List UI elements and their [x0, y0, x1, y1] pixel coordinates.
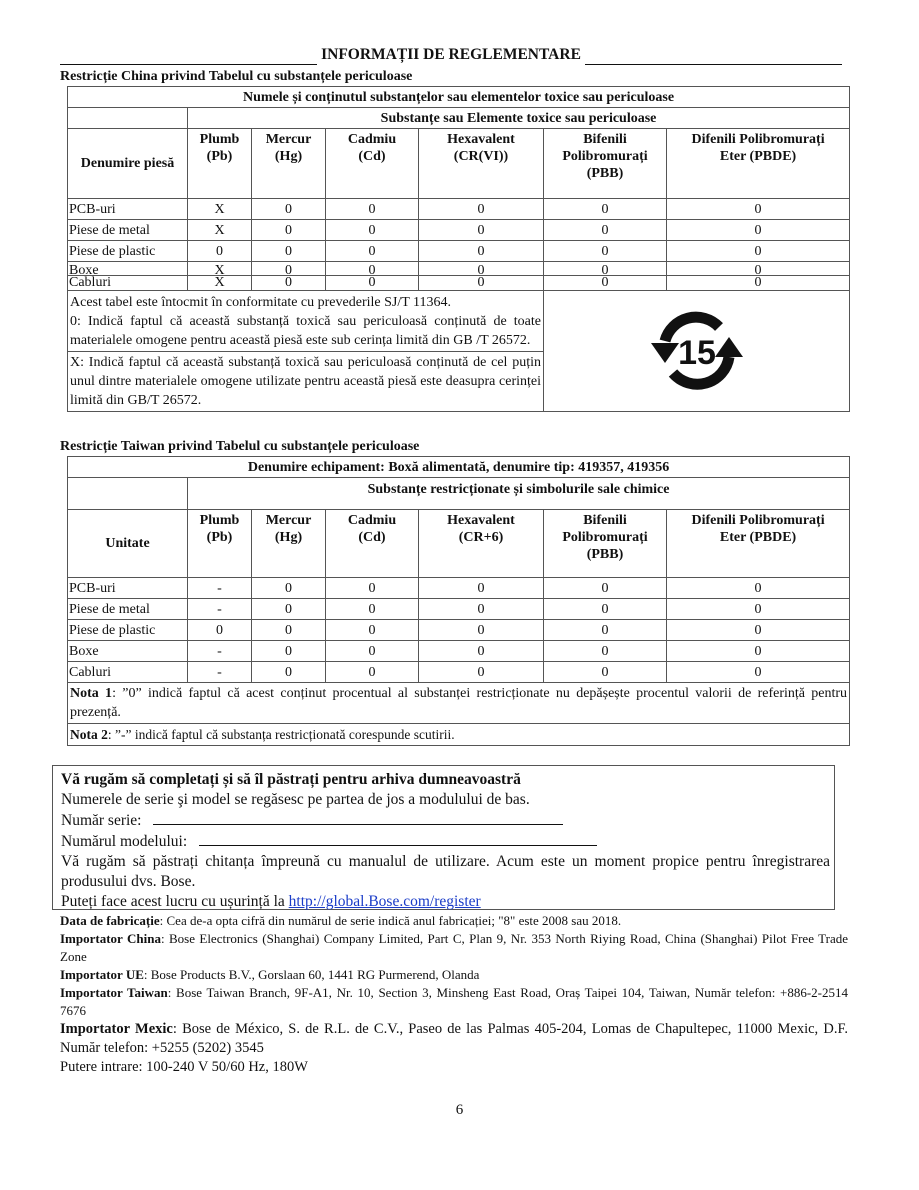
- taiwan-col-header: Cadmiu (Cd): [326, 510, 419, 578]
- table-row: Boxe - 0 0 0 0 0: [68, 641, 850, 662]
- china-col-header: Bifenili Polibromurați (PBB): [544, 129, 667, 199]
- model-number-label: Numărul modelului:: [61, 833, 188, 850]
- table-row: Piese de metal - 0 0 0 0 0: [68, 599, 850, 620]
- taiwan-col-header: Difenili Polibromurați Eter (PBDE): [667, 510, 850, 578]
- china-col-header: Cadmiu (Cd): [326, 129, 419, 199]
- taiwan-restricted-substances-table: [67, 456, 850, 746]
- table-row: PCB-uri - 0 0 0 0 0: [68, 578, 850, 599]
- taiwan-note-2-text: : ”-” indică faptul că substanța restricționată corespunde scutirii.: [107, 727, 455, 742]
- taiwan-empty-header-cell: [68, 478, 188, 510]
- china-importer-info: Importator China: Bose Electronics (Shanghai) Company Limited, Part C, Plan 9, Nr. 353 North Riying Road, China (Shanghai) Pilot Free Trade Zone: [60, 931, 848, 964]
- china-note-standard: Acest tabel este întocmit în conformitate cu prevederile SJ/T 11364.: [70, 294, 452, 310]
- footer-info: [60, 912, 848, 1077]
- taiwan-table-title: Denumire echipament: Boxă alimentată, denumire tip: 419357, 419356: [68, 457, 850, 478]
- taiwan-note-2: [68, 724, 850, 746]
- taiwan-note-1: [68, 683, 850, 724]
- taiwan-importer-info: Importator Taiwan: Bose Taiwan Branch, 9F-A1, Nr. 10, Section 3, Minsheng East Road, Oraș Taipei 104, Taiwan, Număr telefon: +886-2-2514 7676: [60, 985, 849, 1018]
- serial-number-field[interactable]: [153, 810, 563, 825]
- taiwan-section-heading: Restricție Taiwan privind Tabelul cu substanțele periculoase: [60, 439, 420, 454]
- china-col-header: Difenili Polibromurați Eter (PBDE): [667, 129, 850, 199]
- manufacture-date-info: Data de fabricație: Cea de-a opta cifră din numărul de serie indică anul fabricației; "8" este 2008 sau 2018.: [60, 913, 622, 928]
- power-input-info: Putere intrare: 100-240 V 50/60 Hz, 180W: [60, 1059, 308, 1075]
- china-empty-header-cell: [68, 108, 188, 129]
- table-row: Piese de metal X 0 0 0 0 0: [68, 220, 850, 241]
- taiwan-col-header: Bifenili Polibromurați (PBB): [544, 510, 667, 578]
- serial-location-text: Numerele de serie şi model se regăsesc pe partea de jos a modulului de bas.: [61, 791, 530, 808]
- title-rule-left: [60, 50, 317, 65]
- table-row: Piese de plastic 0 0 0 0 0 0: [68, 620, 850, 641]
- page-title: [60, 45, 842, 65]
- svg-text:15: 15: [677, 333, 716, 372]
- table-row: Boxe X 0 0 0 0 0: [68, 262, 850, 276]
- china-note-x: X: Indică faptul că această substanță toxică sau periculoasă conținută de cel puțin unul dintre materialele omogene utilizate pentru această piesă este deasupra cerinței limită din GB/T 26572.: [68, 352, 544, 412]
- taiwan-row-header: Unitate: [68, 510, 188, 578]
- efup-15-recycle-icon: [647, 305, 747, 393]
- china-group-header: Substanțe sau Elemente toxice sau periculoase: [188, 108, 850, 129]
- model-number-row: [61, 831, 830, 852]
- register-prefix: Puteți face acest lucru cu ușurință la: [61, 893, 289, 910]
- china-table-title: Numele și conținutul substanțelor sau elementelor toxice sau periculoase: [68, 87, 850, 108]
- china-hazardous-substances-table: [67, 86, 850, 412]
- taiwan-note-1-text: : ”0” indică faptul că acest conținut procentual al substanței restricționate nu depășește procentul valorii de referință pentru prezență.: [70, 686, 848, 720]
- mexico-importer-info: Importator Mexic: Bose de México, S. de R.L. de C.V., Paseo de las Palmas 405-204, Lomas de Chapultepec, 11000 Mexic, D.F. Număr telefon: +5255 (5202) 3545: [60, 1021, 848, 1056]
- serial-number-label: Număr serie:: [61, 812, 142, 829]
- model-number-field[interactable]: [199, 831, 597, 846]
- taiwan-col-header: Mercur (Hg): [252, 510, 326, 578]
- china-col-header: Mercur (Hg): [252, 129, 326, 199]
- china-col-header: Plumb (Pb): [188, 129, 252, 199]
- page-number: 6: [455, 1102, 464, 1118]
- receipt-text: Vă rugăm să păstrați chitanța împreună cu manualul de utilizare. Acum este un moment propice pentru înregistrarea produsului dvs. Bose.: [61, 853, 830, 890]
- china-section-heading: Restricție China privind Tabelul cu substanțele periculoase: [60, 69, 413, 84]
- page-title-text: INFORMAȚII DE REGLEMENTARE: [321, 46, 581, 63]
- eu-importer-info: Importator UE: Bose Products B.V., Gorslaan 60, 1441 RG Purmerend, Olanda: [60, 967, 480, 982]
- taiwan-note-2-label: Nota 2: [70, 727, 108, 742]
- taiwan-note-1-label: Nota 1: [70, 686, 113, 701]
- table-row: Cabluri - 0 0 0 0 0: [68, 662, 850, 683]
- table-row: PCB-uri X 0 0 0 0 0: [68, 199, 850, 220]
- title-rule-right: [585, 50, 842, 65]
- serial-number-row: [61, 810, 830, 831]
- efup-logo-cell: [544, 291, 850, 412]
- china-col-header: Hexavalent (CR(VI)): [419, 129, 544, 199]
- taiwan-col-header: Hexavalent (CR+6): [419, 510, 544, 578]
- register-row: [61, 892, 830, 912]
- registration-heading: Vă rugăm să completați și să îl păstrați pentru arhiva dumneavoastră: [61, 771, 521, 788]
- taiwan-col-header: Plumb (Pb): [188, 510, 252, 578]
- china-note-zero-cell: [68, 291, 544, 352]
- register-link[interactable]: http://global.Bose.com/register: [288, 893, 481, 910]
- registration-box: [52, 765, 835, 910]
- table-row: Piese de plastic 0 0 0 0 0 0: [68, 241, 850, 262]
- table-row: Cabluri X 0 0 0 0 0: [68, 276, 850, 291]
- taiwan-group-header: Substanțe restricționate și simbolurile sale chimice: [188, 478, 850, 510]
- china-note-zero: 0: Indică faptul că această substanță toxică sau periculoasă conținută de toate materialele omogene pentru această piesă este sub cerința limită din GB /T 26572.: [70, 313, 541, 348]
- china-row-header: Denumire piesă: [68, 129, 188, 199]
